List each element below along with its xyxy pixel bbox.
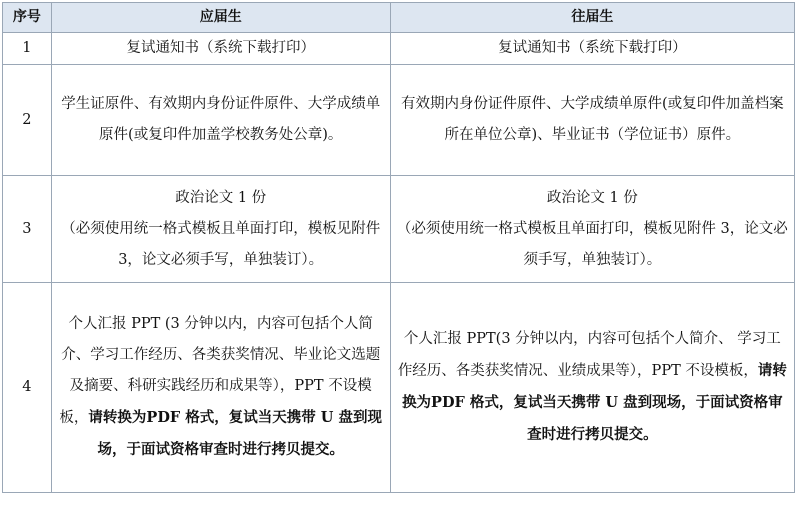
former-body: （必须使用统一格式模板且单面打印，模板见附件 3，论文必须手写，单独装订）。	[396, 220, 788, 268]
fresh-text: 个人汇报 PPT (3 分钟以内，内容可包括个人简介、学习工作经历、各类获奖情况、毕业论文选题及摘要、科研实践经历和成果等），PPT 不设模板，	[59, 316, 381, 426]
row-number: 2	[3, 65, 52, 176]
table-row	[3, 33, 795, 65]
fresh-title: 政治论文 1 份	[175, 189, 267, 206]
former-text: 个人汇报 PPT(3 分钟以内，内容可包括个人简介、 学习工作经历、各类获奖情况、业绩成果等），PPT 不设模板，	[397, 331, 781, 379]
row-number: 4	[3, 283, 52, 493]
fresh-cell: 学生证原件、有效期内身份证件原件、大学成绩单原件(或复印件加盖学校教务处公章)。	[51, 65, 390, 176]
former-cell	[390, 283, 794, 493]
header-number: 序号	[3, 3, 52, 33]
fresh-cell	[51, 176, 390, 283]
former-bold-text: 请转换为PDF 格式，复试当天携带 U 盘到现场，于面试资格审查时进行拷贝提交。	[402, 362, 787, 443]
table-row	[3, 283, 795, 493]
header-fresh-graduate: 应届生	[51, 3, 390, 33]
row-number: 1	[3, 33, 52, 65]
former-title: 政治论文 1 份	[546, 189, 638, 206]
former-cell: 复试通知书（系统下载打印）	[390, 33, 794, 65]
former-cell: 有效期内身份证件原件、大学成绩单原件(或复印件加盖档案所在单位公章)、毕业证书（学位证书）原件。	[390, 65, 794, 176]
materials-table	[2, 2, 795, 493]
header-row	[3, 3, 795, 33]
fresh-body: （必须使用统一格式模板且单面打印，模板见附件 3，论文必须手写，单独装订）。	[61, 220, 381, 268]
row-number: 3	[3, 176, 52, 283]
former-cell	[390, 176, 794, 283]
fresh-cell: 复试通知书（系统下载打印）	[51, 33, 390, 65]
fresh-cell	[51, 283, 390, 493]
table-row	[3, 65, 795, 176]
header-former-graduate: 往届生	[390, 3, 794, 33]
table-row	[3, 176, 795, 283]
fresh-bold-text: 请转换为PDF 格式，复试当天携带 U 盘到现场，于面试资格审查时进行拷贝提交。	[88, 409, 382, 458]
